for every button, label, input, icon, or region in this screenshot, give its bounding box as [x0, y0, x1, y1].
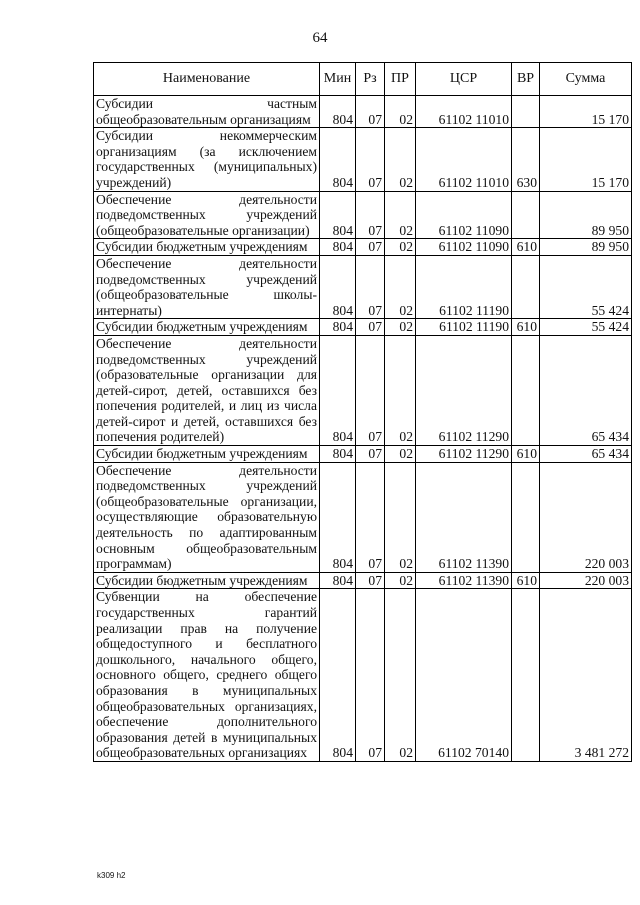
row-vr — [512, 96, 540, 128]
table-header-row — [94, 63, 632, 96]
row-rz: 07 — [356, 319, 385, 336]
row-name: Субсидии бюджетным учреждениям — [94, 446, 320, 463]
row-min: 804 — [320, 96, 356, 128]
row-min: 804 — [320, 572, 356, 589]
row-vr — [512, 462, 540, 572]
table-row — [94, 128, 632, 191]
row-sum: 220 003 — [540, 462, 632, 572]
row-rz: 07 — [356, 191, 385, 239]
row-name: Субсидии бюджетным учреждениям — [94, 319, 320, 336]
row-sum: 89 950 — [540, 239, 632, 256]
row-vr: 610 — [512, 572, 540, 589]
row-rz: 07 — [356, 462, 385, 572]
table-row — [94, 239, 632, 256]
table-row — [94, 446, 632, 463]
header-csr: ЦСР — [416, 63, 512, 96]
row-name: Обеспечение деятельности подведомственных учреждений (общеобразовательные организации) — [94, 191, 320, 239]
row-sum: 89 950 — [540, 191, 632, 239]
row-name: Обеспечение деятельности подведомственных учреждений (образовательные организации для детей-сирот, детей, оставшихся без попечения родителей, и лиц из числа детей-сирот и детей, оставшихся без попечения родителей) — [94, 335, 320, 445]
row-name: Субсидии некоммерческим организациям (за исключением государственных (муниципальных) учреждений) — [94, 128, 320, 191]
row-vr — [512, 589, 540, 762]
row-vr — [512, 191, 540, 239]
row-pr: 02 — [385, 319, 416, 336]
table-row — [94, 462, 632, 572]
row-min: 804 — [320, 255, 356, 318]
row-min: 804 — [320, 335, 356, 445]
row-rz: 07 — [356, 335, 385, 445]
row-pr: 02 — [385, 572, 416, 589]
row-pr: 02 — [385, 446, 416, 463]
row-csr: 61102 11010 — [416, 128, 512, 191]
row-rz: 07 — [356, 589, 385, 762]
row-vr — [512, 335, 540, 445]
table-row — [94, 589, 632, 762]
page-number: 64 — [312, 30, 328, 46]
row-sum: 3 481 272 — [540, 589, 632, 762]
row-min: 804 — [320, 239, 356, 256]
row-sum: 65 434 — [540, 335, 632, 445]
row-min: 804 — [320, 589, 356, 762]
row-min: 804 — [320, 319, 356, 336]
row-csr: 61102 70140 — [416, 589, 512, 762]
row-pr: 02 — [385, 335, 416, 445]
table-row — [94, 335, 632, 445]
row-min: 804 — [320, 446, 356, 463]
row-sum: 15 170 — [540, 128, 632, 191]
row-vr: 610 — [512, 319, 540, 336]
table-row — [94, 572, 632, 589]
row-rz: 07 — [356, 255, 385, 318]
row-pr: 02 — [385, 462, 416, 572]
row-min: 804 — [320, 128, 356, 191]
row-vr — [512, 255, 540, 318]
row-vr: 610 — [512, 446, 540, 463]
row-rz: 07 — [356, 446, 385, 463]
row-csr: 61102 11390 — [416, 572, 512, 589]
row-sum: 55 424 — [540, 255, 632, 318]
row-min: 804 — [320, 191, 356, 239]
row-sum: 15 170 — [540, 96, 632, 128]
row-rz: 07 — [356, 128, 385, 191]
row-csr: 61102 11090 — [416, 239, 512, 256]
row-sum: 65 434 — [540, 446, 632, 463]
footer-code: k309 h2 — [97, 871, 126, 880]
row-name: Обеспечение деятельности подведомственных учреждений (общеобразовательные организации, осуществляющие образовательную деятельность по адаптированным основным общеобразовательным программам) — [94, 462, 320, 572]
row-csr: 61102 11390 — [416, 462, 512, 572]
table-row — [94, 319, 632, 336]
row-csr: 61102 11010 — [416, 96, 512, 128]
table-row — [94, 96, 632, 128]
row-rz: 07 — [356, 572, 385, 589]
row-csr: 61102 11090 — [416, 191, 512, 239]
row-min: 804 — [320, 462, 356, 572]
row-rz: 07 — [356, 96, 385, 128]
row-name: Субсидии бюджетным учреждениям — [94, 572, 320, 589]
row-name: Субсидии бюджетным учреждениям — [94, 239, 320, 256]
row-pr: 02 — [385, 589, 416, 762]
row-name: Обеспечение деятельности подведомственных учреждений (общеобразовательные школы-интернаты) — [94, 255, 320, 318]
row-pr: 02 — [385, 128, 416, 191]
row-pr: 02 — [385, 255, 416, 318]
row-rz: 07 — [356, 239, 385, 256]
row-csr: 61102 11290 — [416, 446, 512, 463]
header-name: Наименование — [94, 63, 320, 96]
row-vr: 610 — [512, 239, 540, 256]
row-pr: 02 — [385, 191, 416, 239]
row-csr: 61102 11190 — [416, 319, 512, 336]
row-csr: 61102 11290 — [416, 335, 512, 445]
table-row — [94, 191, 632, 239]
row-sum: 220 003 — [540, 572, 632, 589]
header-vr: ВР — [512, 63, 540, 96]
row-vr: 630 — [512, 128, 540, 191]
budget-table — [93, 62, 632, 762]
header-sum: Сумма — [540, 63, 632, 96]
row-pr: 02 — [385, 96, 416, 128]
header-pr: ПР — [385, 63, 416, 96]
header-rz: Рз — [356, 63, 385, 96]
row-pr: 02 — [385, 239, 416, 256]
row-name: Субвенции на обеспечение государственных гарантий реализации прав на получение общедоступного и бесплатного дошкольного, начального общего, основного общего, среднего общего образования в муниципальных общеобразовательных организациях, обеспечение дополнительного образования детей в муниципальных общеобразовательных организациях — [94, 589, 320, 762]
row-csr: 61102 11190 — [416, 255, 512, 318]
table-row — [94, 255, 632, 318]
row-sum: 55 424 — [540, 319, 632, 336]
header-min: Мин — [320, 63, 356, 96]
row-name: Субсидии частным общеобразовательным организациям — [94, 96, 320, 128]
